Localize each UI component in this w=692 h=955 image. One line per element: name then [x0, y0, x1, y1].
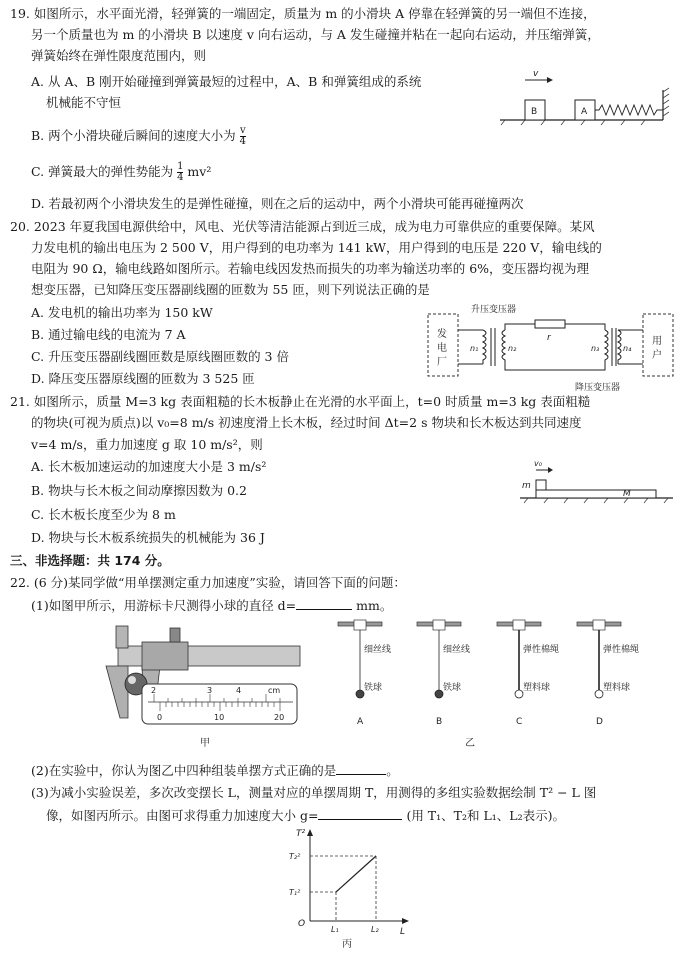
velocity-label: v₀	[534, 459, 542, 468]
origin-label: O	[298, 919, 306, 929]
q22-part1-text: (1)如图甲所示，用游标卡尺测得小球的直径 d=	[31, 598, 297, 613]
step-up-label: 升压变压器	[471, 305, 517, 315]
step-down-label: 降压变压器	[575, 383, 621, 393]
string-label: 细丝线	[443, 645, 471, 655]
user-label-2: 户	[652, 350, 662, 361]
pendulum-letter: A	[357, 717, 364, 727]
user-label-1: 用	[652, 336, 662, 347]
answer-blank-pendulum[interactable]	[336, 762, 386, 775]
pendulum-d	[577, 620, 639, 727]
vernier-label-0: 0	[157, 713, 163, 722]
q19-option-c-expr: mv²	[187, 164, 212, 179]
q21-option-d: D. 物块与长木板系统损失的机械能为 36 J	[31, 530, 265, 545]
x-tick-l2: L₂	[371, 925, 379, 934]
bob	[356, 690, 364, 698]
q20-figure	[425, 302, 675, 394]
q22-part3-line1: (3)为减小实验误差，多次改变摆长 L，测量对应的单摆周期 T，用测得的多组实验数据绘制 T² − L 图	[31, 785, 597, 800]
caliper-thumb-screw	[170, 628, 180, 642]
q19-stem-line1: 19. 如图所示，水平面光滑，轻弹簧的一端固定，质量为 m 的小滑块 A 停靠在轻弹簧的另一端但不连接，	[10, 6, 596, 21]
figure-yi-pendulums	[320, 618, 650, 750]
n1-label: n₁	[470, 344, 479, 353]
figure-jia-caliper	[98, 618, 303, 750]
board-mass-label: M	[623, 489, 631, 499]
fraction-numerator: 1	[177, 161, 184, 172]
q19-stem-line3: 弹簧始终在弹性限度范围内，则	[31, 48, 207, 63]
fraction-denominator: 4	[239, 136, 246, 147]
pendulum-b	[417, 620, 470, 727]
n3-label: n₃	[591, 344, 600, 353]
main-scale-label-2: 2	[151, 686, 157, 695]
arrow-head	[547, 77, 553, 83]
q20-option-d: D. 降压变压器原线圈的匝数为 3 525 匝	[31, 371, 255, 386]
bob	[515, 690, 523, 698]
ball-label: 塑料球	[523, 683, 551, 693]
y-axis-arrow	[307, 829, 313, 836]
ground-hatch	[524, 498, 668, 503]
q21-stem-line1: 21. 如图所示，质量 M=3 kg 表面粗糙的长木板静止在光滑的水平面上，t=0 时质量 m=3 kg 表面粗糙	[10, 394, 591, 409]
power-plant-label-1: 发	[437, 329, 447, 340]
block-mass-label: m	[522, 481, 531, 491]
q22-part3-end: (用 T₁、T₂和 L₁、L₂表示)。	[406, 808, 565, 823]
q20-option-b: B. 通过输电线的电流为 7 A	[31, 327, 186, 342]
q20-option-a: A. 发电机的输出功率为 150 kW	[31, 305, 213, 320]
pendulum-letter: C	[516, 717, 523, 727]
pendulum-a	[338, 620, 391, 727]
q19-option-b-text: B. 两个小滑块碰后瞬间的速度大小为	[31, 128, 236, 143]
q22-part2-text: (2)在实验中，你认为图乙中四种组装单摆方式正确的是	[31, 763, 337, 778]
line-resistor	[535, 320, 565, 328]
caliper-fixed-jaw	[106, 666, 128, 718]
q20-option-c: C. 升压变压器副线圈匝数是原线圈匝数的 3 倍	[31, 349, 289, 364]
ball-label: 铁球	[443, 683, 462, 693]
q22-stem: 22. (6 分)某同学做“用单摆测定重力加速度”实验，请回答下面的问题：	[10, 575, 406, 590]
q21-option-b: B. 物块与长木板之间动摩擦因数为 0.2	[31, 483, 247, 498]
q19-stem-line2: 另一个质量也为 m 的小滑块 B 以速度 v 向右运动，与 A 发生碰撞并粘在一起向右运动，并压缩弹簧，	[31, 27, 600, 42]
q19-option-c	[31, 162, 211, 183]
q22-part1	[31, 597, 392, 614]
q20-stem-line2: 力发电机的输出电压为 2 500 V，用户得到的电功率为 141 kW，用户得到的电压是 220 V，输电线的	[31, 240, 602, 255]
q22-part2-end: 。	[386, 763, 399, 778]
clamp	[433, 620, 445, 630]
velocity-label: v	[533, 69, 539, 79]
y-tick-t1-squared: T₁²	[289, 888, 301, 897]
pendulum-c	[497, 620, 559, 727]
main-scale-unit: cm	[268, 686, 281, 695]
caliper-fixed-jaw-top	[116, 626, 128, 648]
q19-option-a-line2: 机械能不守恒	[46, 95, 122, 110]
fraction-numerator: v	[239, 125, 246, 136]
section-3-heading: 三、非选择题：共 174 分。	[10, 553, 170, 568]
q20-stem-line4: 想变压器，已知降压变压器副线圈的匝数为 55 匝，则下列说法正确的是	[31, 282, 430, 297]
n4-label: n₄	[623, 344, 632, 353]
q20-stem-line3: 电阻为 90 Ω，输电线路如图所示。若输电线因发热而损失的功率为输送功率的 6%，变压器均视为理	[31, 261, 590, 276]
figure-yi-caption: 乙	[465, 738, 475, 749]
step-down-transformer	[605, 328, 621, 366]
spring	[595, 105, 663, 115]
q19-option-b-fraction	[240, 126, 246, 147]
q21-option-a: A. 长木板加速运动的加速度大小是 3 m/s²	[31, 459, 267, 474]
q21-figure	[518, 458, 678, 506]
clamp	[513, 620, 525, 630]
bob	[595, 690, 603, 698]
wall-hatch	[663, 88, 669, 116]
answer-blank-diameter[interactable]	[296, 597, 352, 610]
long-board	[536, 490, 656, 498]
arrow-head	[548, 467, 553, 473]
dashed-guides	[310, 856, 376, 921]
vernier-label-10: 10	[214, 713, 225, 722]
string-label: 细丝线	[364, 645, 392, 655]
y-tick-t2-squared: T₂²	[289, 852, 301, 861]
small-block	[536, 480, 546, 490]
block-b-label: B	[531, 107, 538, 117]
answer-blank-gravity[interactable]	[318, 807, 402, 820]
x-axis-arrow	[402, 918, 409, 924]
q22-part3-line2	[46, 807, 565, 824]
figure-jia-caption: 甲	[200, 738, 210, 749]
clamp	[354, 620, 366, 630]
y-axis-label: T²	[296, 829, 306, 839]
main-scale-label-4: 4	[236, 686, 242, 695]
pendulum-letter: B	[436, 717, 443, 727]
q21-stem-line2: 的物块(可视为质点)以 v₀=8 m/s 初速度滑上长木板，经过时间 Δt=2 s 物块和长木板达到共同速度	[31, 415, 582, 430]
q19-option-a-line1: A. 从 A、B 刚开始碰撞到弹簧最短的过程中，A、B 和弹簧组成的系统	[31, 74, 422, 89]
q20-stem-line1: 20. 2023 年夏我国电源供给中，风电、光伏等清洁能源占到近三成，成为电力可靠供应的重要保障。某风	[10, 219, 595, 234]
power-plant-label-3: 厂	[437, 357, 447, 368]
ground-hatch	[501, 120, 645, 125]
power-plant-label-2: 电	[437, 343, 447, 354]
main-scale-label-3: 3	[207, 686, 213, 695]
q22-part3-text: 像，如图丙所示。由图可求得重力加速度大小 g=	[46, 808, 319, 823]
figure-bing-caption: 丙	[342, 939, 352, 950]
x-axis-label: L	[400, 927, 406, 937]
q19-option-c-fraction	[177, 162, 183, 183]
vernier-label-20: 20	[274, 713, 285, 722]
ball-label: 塑料球	[603, 683, 631, 693]
pendulum-letter: D	[596, 717, 603, 727]
q22-part1-unit: mm。	[356, 598, 393, 613]
clamp	[593, 620, 605, 630]
block-a-label: A	[581, 107, 588, 117]
resistor-label: r	[547, 333, 551, 343]
ball-label: 铁球	[364, 683, 383, 693]
graph-line	[336, 856, 376, 892]
x-tick-l1: L₁	[331, 925, 339, 934]
fraction-denominator: 4	[177, 172, 184, 183]
q21-option-c: C. 长木板长度至少为 8 m	[31, 507, 176, 522]
q21-stem-line3: v=4 m/s，重力加速度 g 取 10 m/s²，则	[31, 437, 263, 452]
bob	[435, 690, 443, 698]
ball-highlight	[128, 676, 136, 684]
wires	[458, 324, 643, 370]
step-up-transformer	[483, 328, 505, 366]
string-label: 弹性棉绳	[523, 645, 560, 655]
figure-bing-graph	[280, 826, 420, 951]
n2-label: n₂	[508, 344, 517, 353]
string-label: 弹性棉绳	[603, 645, 640, 655]
q19-option-d: D. 若最初两个小滑块发生的是弹性碰撞，则在之后的运动中，两个小滑块可能再碰撞两次	[31, 196, 524, 211]
q19-option-c-text: C. 弹簧最大的弹性势能为	[31, 164, 174, 179]
q19-figure	[495, 70, 675, 126]
q22-part2	[31, 762, 399, 779]
caliper-slider	[142, 642, 188, 670]
q19-option-b	[31, 126, 246, 147]
